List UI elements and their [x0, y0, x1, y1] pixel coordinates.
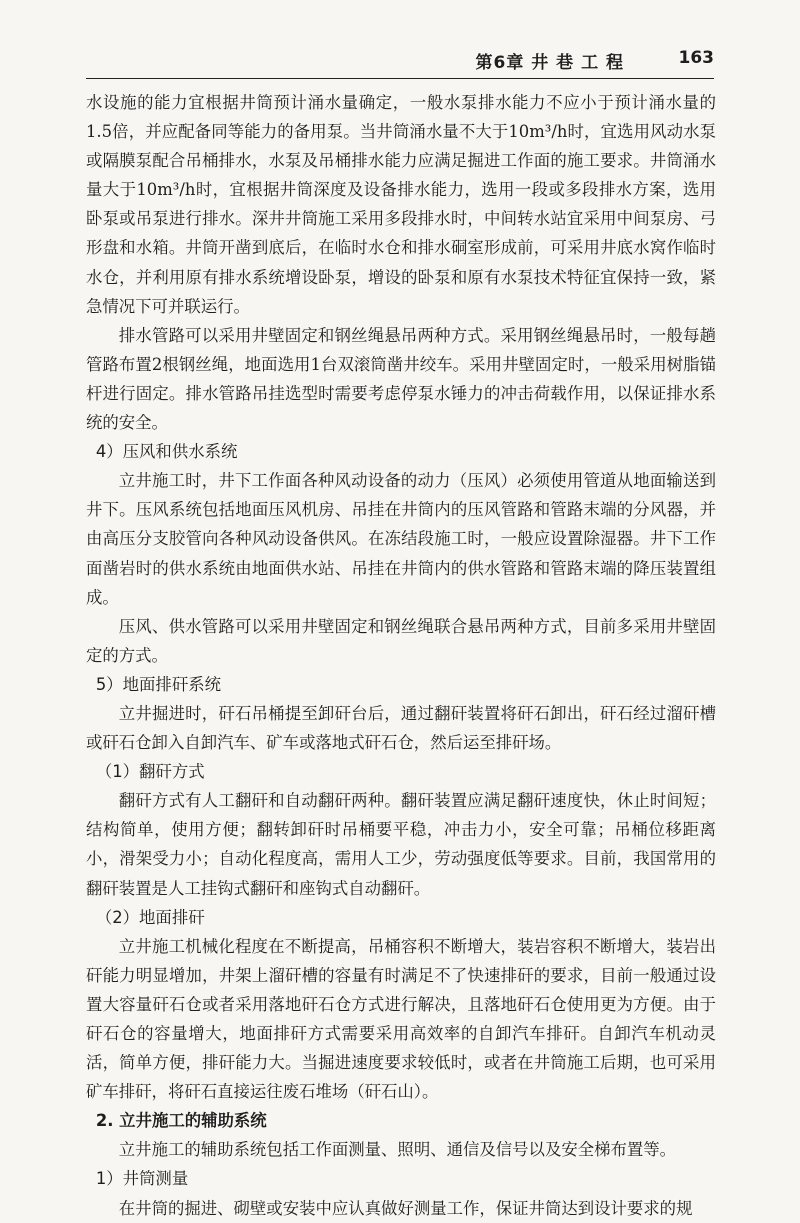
subsection-heading: （1）翻矸方式 — [95, 762, 205, 782]
section-heading: 1）井筒测量 — [95, 1169, 189, 1189]
paragraph: 立井施工的辅助系统包括工作面测量、照明、通信及信号以及安全梯布置等。 — [118, 1140, 677, 1160]
page-number: 163 — [678, 48, 714, 68]
paragraph: 立井掘进时，矸石吊桶提至卸矸台后，通过翻矸装置将矸石卸出，矸石经过溜矸槽或矸石仓卸入自卸汽车、矿车或落地式矸石仓，然后运至排矸场。 — [86, 703, 716, 753]
paragraph: 排水管路可以采用井壁固定和钢丝绳悬吊两种方式。采用钢丝绳悬吊时，一般每趟管路布置2根钢丝绳，地面选用1台双滚筒凿井绞车。采用井壁固定时，一般采用树脂锚杆进行固定。排水管路吊挂选型时需要考虑停泵水锤力的冲击荷载作用，以保证排水系统的安全。 — [86, 325, 716, 433]
body-text — [86, 88, 716, 1223]
paragraph: 在井筒的掘进、砌壁或安装中应认真做好测量工作，保证井筒达到设计要求的规 — [118, 1198, 693, 1218]
section-heading: 4）压风和供水系统 — [95, 442, 238, 462]
paragraph: 翻矸方式有人工翻矸和自动翻矸两种。翻矸装置应满足翻矸速度快，休止时间短；结构简单，使用方便；翻转卸矸时吊桶要平稳，冲击力小，安全可靠；吊桶位移距离小，滑架受力小；自动化程度高，需用人工少，劳动强度低等要求。目前，我国常用的翻矸装置是人工挂钩式翻矸和座钩式自动翻矸。 — [86, 791, 716, 898]
subsection-heading: （2）地面排矸 — [95, 907, 205, 927]
main-heading: 2. 立井施工的辅助系统 — [95, 1111, 267, 1131]
paragraph: 水设施的能力宜根据井筒预计涌水量确定，一般水泵排水能力不应小于预计涌水量的1.5倍，并应配备同等能力的备用泵。当井筒涌水量不大于10m³/h时，宜选用风动水泵或隔膜泵配合吊桶排水，水泵及吊桶排水能力应满足掘进工作面的施工要求。井筒涌水量大于10m³/h时，宜根据井筒深度及设备排水能力，选用一段或多段排水方案，选用卧泵或吊泵进行排水。深井井筒施工采用多段排水时，中间转水站宜采用中间泵房、弓形盘和水箱。井筒开凿到底后，在临时水仓和排水硐室形成前，可采用井底水窝作临时水仓，并利用原有排水系统增设卧泵，增设的卧泵和原有水泵技术特征宜保持一致，紧急情况下可并联运行。 — [86, 93, 716, 316]
paragraph: 立井施工机械化程度在不断提高，吊桶容积不断增大，装岩容积不断增大，装岩出矸能力明显增加，井架上溜矸槽的容量有时满足不了快速排矸的要求，目前一般通过设置大容量矸石仓或者采用落地矸石仓方式进行解决，且落地矸石仓使用更为方便。由于矸石仓的容量增大，地面排矸方式需要采用高效率的自卸汽车排矸。自卸汽车机动灵活，简单方便，排矸能力大。当掘进速度要求较低时，或者在井筒施工后期，也可采用矿车排矸，将矸石直接运往废石堆场（矸石山）。 — [86, 936, 716, 1102]
section-heading: 5）地面排矸系统 — [95, 674, 221, 694]
paragraph: 立井施工时，井下工作面各种风动设备的动力（压风）必须使用管道从地面输送到井下。压风系统包括地面压风机房、吊挂在井筒内的压风管路和管路末端的分风器，并由高压分支胶管向各种风动设备供风。在冻结段施工时，一般应设置除湿器。井下工作面凿岩时的供水系统由地面供水站、吊挂在井筒内的供水管路和管路末端的降压装置组成。 — [86, 471, 716, 607]
chapter-title: 第6章 井 巷 工 程 — [475, 53, 624, 73]
paragraph: 压风、供水管路可以采用井壁固定和钢丝绳联合悬吊两种方式，目前多采用井壁固定的方式。 — [86, 616, 716, 665]
running-header — [86, 42, 714, 79]
